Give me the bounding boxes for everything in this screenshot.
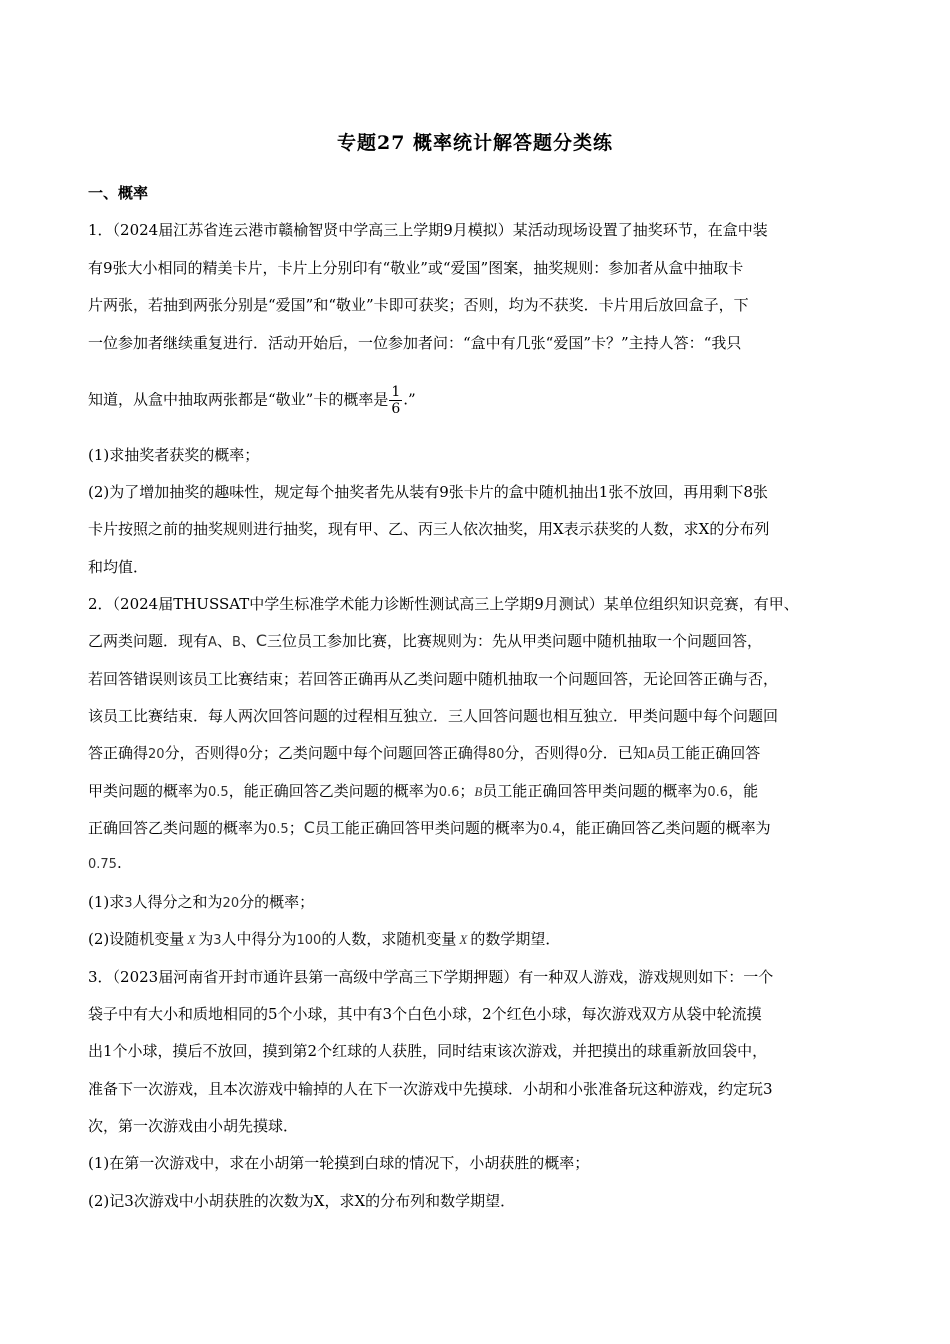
q2-text: 人中得分为 xyxy=(221,930,297,948)
q3-line-1: 3．（2023届河南省开封市通许县第一高级中学高三下学期押题）有一种双人游戏，游戏规则如下：一个 xyxy=(88,968,774,986)
q2-text: 为 xyxy=(198,930,214,948)
var-b: B xyxy=(231,635,241,650)
q2-text: 三位员工参加比赛，比赛规则为：先从甲类问题中随机抽取一个问题回答， xyxy=(267,632,763,650)
q1-part-2-line-3: 和均值． xyxy=(88,558,149,576)
section-heading: 一、概率 xyxy=(88,184,149,202)
var-x: X xyxy=(459,932,468,947)
separator: 、 xyxy=(216,632,232,650)
value-80: 80 xyxy=(487,747,505,762)
q2-text: 乙两类问题．现有 xyxy=(88,632,209,650)
q1-line-5 xyxy=(88,384,416,417)
fraction-numerator: 1 xyxy=(391,384,401,400)
value-0-5: 0.5 xyxy=(268,822,289,837)
q2-line-7 xyxy=(88,818,771,840)
q1-line-5-end: .” xyxy=(403,390,416,409)
value-20: 20 xyxy=(148,747,165,762)
q1-line-1: 1．（2024届江苏省连云港市赣榆智贤中学高三上学期9月模拟）某活动现场设置了抽奖环节，在盒中装 xyxy=(88,221,768,239)
q2-line-1: 2．（2024届THUSSAT中学生标准学术能力诊断性测试高三上学期9月测试）某单位组织知识竞赛，有甲、 xyxy=(88,595,799,613)
q2-text: 分的概率； xyxy=(239,893,315,911)
q2-text: 分．已知 xyxy=(587,744,648,762)
value-0-6: 0.6 xyxy=(707,785,729,800)
q2-line-6 xyxy=(88,781,758,803)
q2-text: 分；乙类问题中每个问题回答正确得 xyxy=(247,744,488,762)
q2-text: ，能 xyxy=(728,782,759,800)
q1-part-1: (1)求抽奖者获奖的概率； xyxy=(88,446,260,464)
q2-text: 分，否则得 xyxy=(504,744,580,762)
value-0-5: 0.5 xyxy=(208,785,229,800)
q2-text: ，能正确回答乙类问题的概率为 xyxy=(228,782,439,800)
q2-text: 员工能正确回答 xyxy=(655,744,761,762)
q2-text: 的数学期望． xyxy=(470,930,561,948)
var-c: C xyxy=(303,818,315,837)
value-3: 3 xyxy=(124,896,133,911)
q2-text: ； xyxy=(288,819,304,837)
q2-part-1 xyxy=(88,892,314,914)
value-0: 0 xyxy=(239,747,248,762)
q2-text: 员工能正确回答甲类问题的概率为 xyxy=(314,819,540,837)
q2-part-2 xyxy=(88,929,560,951)
fraction-one-sixth xyxy=(389,384,402,417)
q2-text: . xyxy=(116,854,122,872)
q3-line-3: 出1个小球，摸后不放回，摸到第2个红球的人获胜，同时结束该次游戏，并把摸出的球重新放回袋中， xyxy=(88,1042,768,1060)
q2-text: 答正确得 xyxy=(88,744,149,762)
q3-line-4: 准备下一次游戏，且本次游戏中输掉的人在下一次游戏中先摸球．小胡和小张准备玩这种游戏，约定玩3 xyxy=(88,1080,773,1098)
q1-part-2-line-1: (2)为了增加抽奖的趣味性，规定每个抽奖者先从装有9张卡片的盒中随机抽出1张不放回，再用剩下8张 xyxy=(88,483,768,501)
q2-line-5 xyxy=(88,743,760,765)
q3-part-1: (1)在第一次游戏中，求在小胡第一轮摸到白球的情况下，小胡获胜的概率； xyxy=(88,1154,590,1172)
q2-text: 的人数，求随机变量 xyxy=(321,930,457,948)
value-0-75: 0.75 xyxy=(88,857,117,872)
q2-text: 正确回答乙类问题的概率为 xyxy=(88,819,269,837)
q2-line-3: 若回答错误则该员工比赛结束；若回答正确再从乙类问题中随机抽取一个问题回答，无论回答正确与否， xyxy=(88,670,779,688)
var-x: X xyxy=(187,932,196,947)
value-0-6: 0.6 xyxy=(438,785,460,800)
q2-text: (1)求 xyxy=(88,893,125,911)
q1-line-2: 有9张大小相同的精美卡片，卡片上分别印有“敬业”或“爱国”图案，抽奖规则：参加者从盒中抽取卡 xyxy=(88,259,744,277)
q1-line-3: 片两张，若抽到两张分别是“爱国”和“敬业”卡即可获奖；否则，均为不获奖．卡片用后放回盒子，下 xyxy=(88,296,749,314)
value-0-4: 0.4 xyxy=(539,822,561,837)
q1-part-2-line-2: 卡片按照之前的抽奖规则进行抽奖，现有甲、乙、丙三人依次抽奖，用X表示获奖的人数，求X的分布列 xyxy=(88,520,770,538)
value-0: 0 xyxy=(579,747,588,762)
page-title: 专题27 概率统计解答题分类练 xyxy=(336,132,614,154)
q2-line-2 xyxy=(88,631,762,653)
var-a: A xyxy=(647,748,656,761)
q2-line-8 xyxy=(88,853,122,875)
q2-text: 分，否则得 xyxy=(164,744,240,762)
q2-line-4: 该员工比赛结束．每人两次回答问题的过程相互独立．三人回答问题也相互独立．甲类问题中每个问题回 xyxy=(88,707,779,725)
q2-text: 员工能正确回答甲类问题的概率为 xyxy=(482,782,708,800)
q1-line-5-text: 知道，从盒中抽取两张都是“敬业”卡的概率是 xyxy=(88,390,389,409)
q2-text: ，能正确回答乙类问题的概率为 xyxy=(560,819,771,837)
q2-text: 人得分之和为 xyxy=(132,893,223,911)
var-c: C xyxy=(255,631,268,650)
value-3: 3 xyxy=(213,933,222,948)
q2-text: ； xyxy=(459,782,475,800)
q2-text: (2)设随机变量 xyxy=(88,930,185,948)
value-100: 100 xyxy=(296,933,322,948)
q1-line-4: 一位参加者继续重复进行．活动开始后，一位参加者问：“盒中有几张“爱国”卡？”主持人答：“我只 xyxy=(88,334,742,352)
q3-part-2: (2)记3次游戏中小胡获胜的次数为X，求X的分布列和数学期望． xyxy=(88,1192,516,1210)
fraction-denominator: 6 xyxy=(391,401,401,417)
separator: 、 xyxy=(240,632,256,650)
value-20: 20 xyxy=(222,896,240,911)
q2-text: 甲类问题的概率为 xyxy=(88,782,209,800)
var-b: B xyxy=(474,784,483,799)
q3-line-5: 次，第一次游戏由小胡先摸球． xyxy=(88,1117,299,1135)
var-a: A xyxy=(208,635,217,650)
q3-line-2: 袋子中有大小和质地相同的5个小球，其中有3个白色小球，2个红色小球，每次游戏双方从袋中轮流摸 xyxy=(88,1005,762,1023)
